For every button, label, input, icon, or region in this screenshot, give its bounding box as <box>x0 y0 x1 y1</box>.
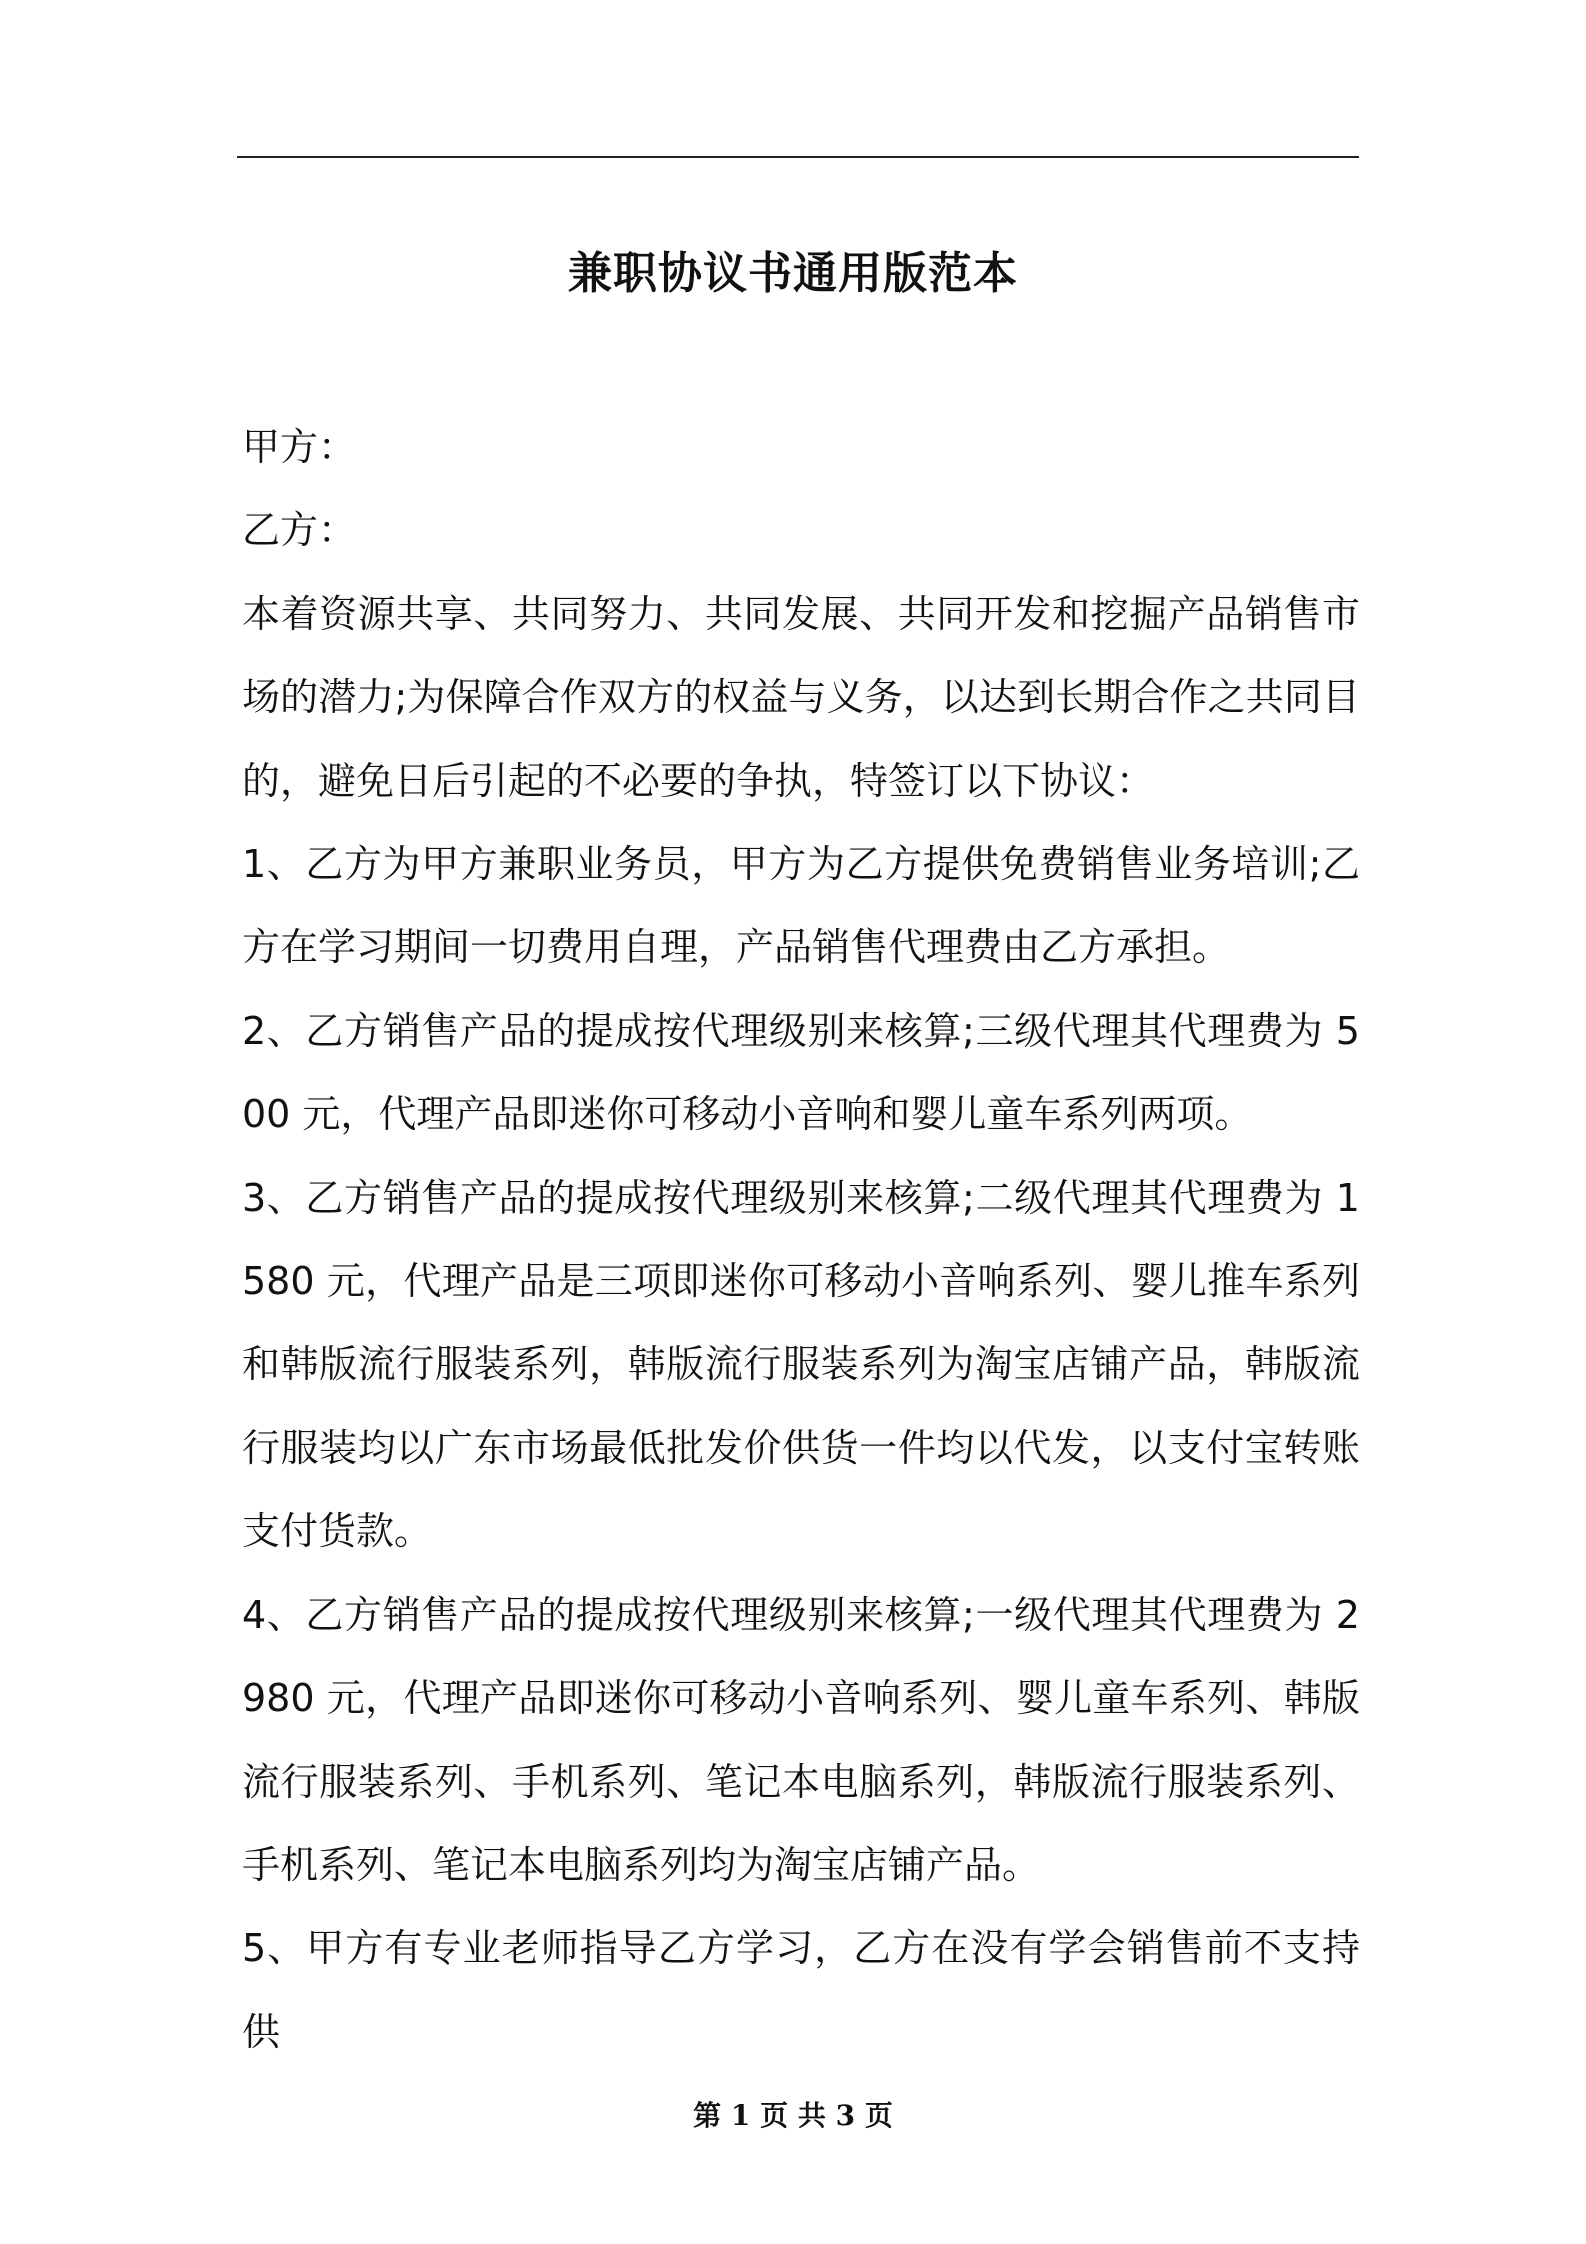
clause-3: 3、乙方销售产品的提成按代理级别来核算;二级代理其代理费为 1580 元，代理产品是三项即迷你可移动小音响系列、婴儿推车系列和韩版流行服装系列，韩版流行服装系列为淘宝店铺产品，韩版流行服装均以广东市场最低批发价供货一件均以代发，以支付宝转账支付货款。 <box>242 1175 1360 1554</box>
document-body <box>242 406 1360 2074</box>
document-title: 兼职协议书通用版范本 <box>568 248 1018 300</box>
party-b-line: 乙方： <box>242 508 357 553</box>
header-rule <box>237 156 1359 158</box>
page-number-footer: 第 1 页 共 3 页 <box>693 2099 893 2132</box>
clause-2: 2、乙方销售产品的提成按代理级别来核算;三级代理其代理费为 500 元，代理产品即迷你可移动小音响和婴儿童车系列两项。 <box>242 1008 1360 1137</box>
party-a-line: 甲方： <box>242 425 357 469</box>
clause-1: 1、乙方为甲方兼职业务员，甲方为乙方提供免费销售业务培训;乙方在学习期间一切费用自理，产品销售代理费由乙方承担。 <box>242 842 1360 970</box>
clause-5: 5、甲方有专业老师指导乙方学习，乙方在没有学会销售前不支持供 <box>242 1926 1360 2054</box>
preamble-paragraph: 本着资源共享、共同努力、共同发展、共同开发和挖掘产品销售市场的潜力;为保障合作双方的权益与义务，以达到长期合作之共同目的，避免日后引起的不必要的争执，特签订以下协议： <box>242 591 1360 803</box>
clause-4: 4、乙方销售产品的提成按代理级别来核算;一级代理其代理费为 2980 元，代理产品即迷你可移动小音响系列、婴儿童车系列、韩版流行服装系列、手机系列、笔记本电脑系列，韩版流行服装系列、手机系列、笔记本电脑系列均为淘宝店铺产品。 <box>242 1592 1360 1887</box>
